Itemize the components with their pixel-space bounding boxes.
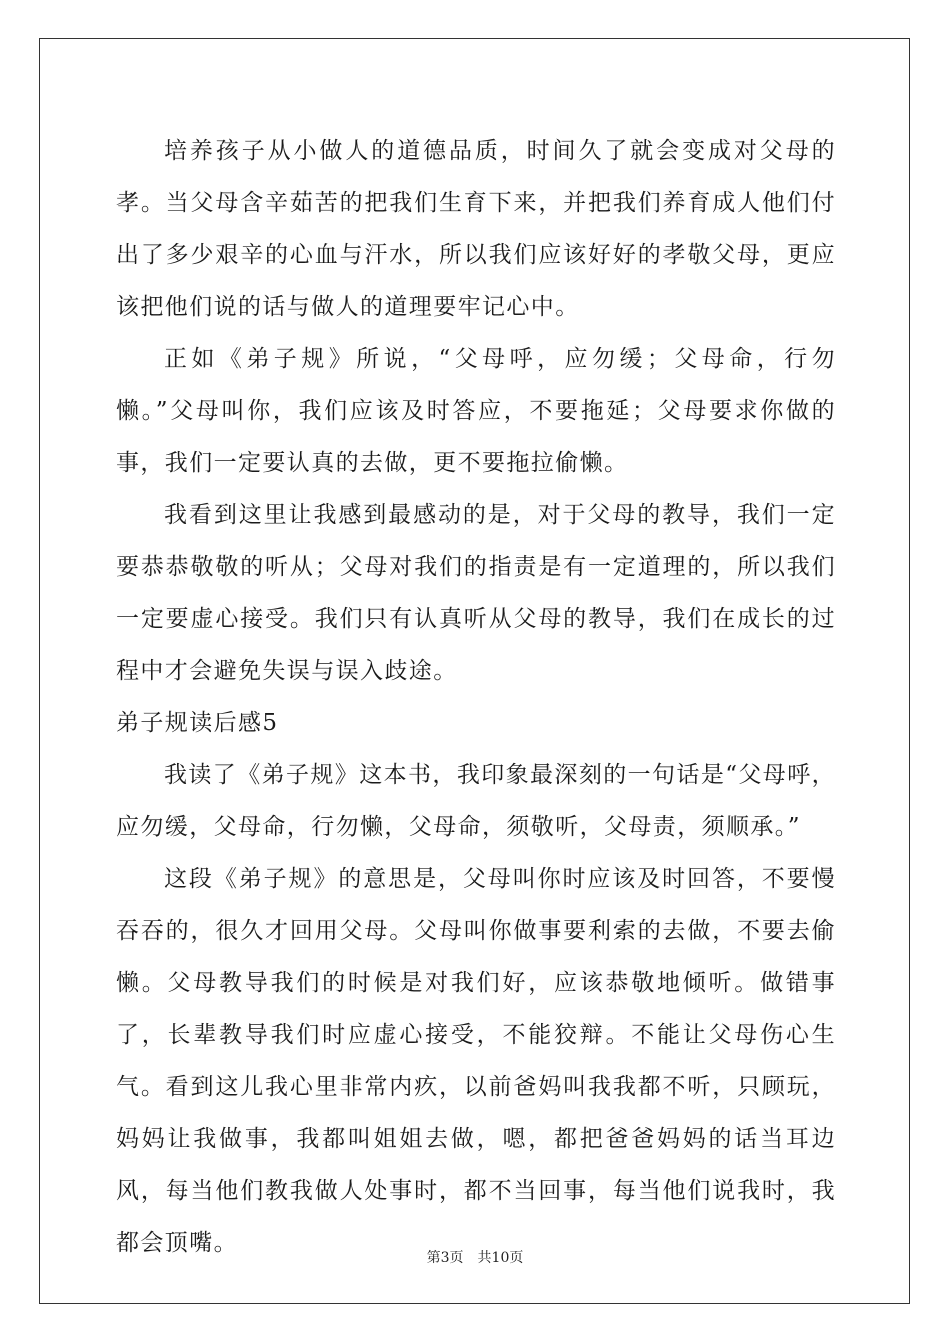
section-heading: 弟子规读后感5 — [116, 710, 279, 736]
paragraph-3: 我看到这里让我感到最感动的是，对于父母的教导，我们一定要恭恭敬敬的听从；父母对我们的指责是有一定道理的，所以我们一定要虚心接受。我们只有认真听从父母的教导，我们在成长的过程中才会避免失误与误入歧途。 — [116, 502, 836, 684]
paragraph-1: 培养孩子从小做人的道德品质，时间久了就会变成对父母的孝。当父母含辛茹苦的把我们生育下来，并把我们养育成人他们付出了多少艰辛的心血与汗水，所以我们应该好好的孝敬父母，更应该把他们说的话与做人的道理要牢记心中。 — [116, 138, 836, 320]
paragraph-4: 我读了《弟子规》这本书，我印象最深刻的一句话是“父母呼，应勿缓，父母命，行勿懒，父母命，须敬听，父母责，须顺承。” — [116, 762, 836, 840]
page-number: 第3页 — [426, 1250, 464, 1266]
paragraph-2: 正如《弟子规》所说，“父母呼，应勿缓；父母命，行勿懒。”父母叫你，我们应该及时答应，不要拖延；父母要求你做的事，我们一定要认真的去做，更不要拖拉偷懒。 — [116, 346, 836, 476]
paragraph-5: 这段《弟子规》的意思是，父母叫你时应该及时回答，不要慢吞吞的，很久才回用父母。父母叫你做事要利索的去做，不要去偷懒。父母教导我们的时候是对我们好，应该恭敬地倾听。做错事了，长辈教导我们时应虚心接受，不能狡辩。不能让父母伤心生气。看到这儿我心里非常内疚，以前爸妈叫我我都不听，只顾玩，妈妈让我做事，我都叫姐姐去做，嗯，都把爸爸妈妈的话当耳边风，每当他们教我做人处事时，都不当回事，每当他们说我时，我都会顶嘴。 — [116, 866, 836, 1256]
total-pages: 共10页 — [477, 1250, 524, 1266]
document-body — [116, 125, 836, 1269]
page-footer — [0, 1247, 950, 1267]
